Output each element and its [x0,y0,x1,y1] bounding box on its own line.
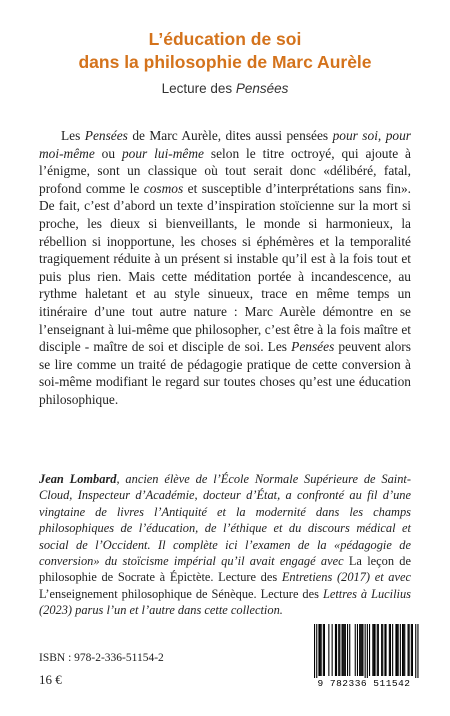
barcode-bar [339,624,340,676]
barcode-bar [362,624,363,676]
subtitle-italic: Pensées [235,81,289,96]
body-text-run: selon le titre octroyé, qui ajoute à l’énigme, sont un classique où tout serait donc «délibéré, fatal, profond comme le [39,145,412,196]
barcode-bar [345,624,346,676]
bio-text-run: Entretiens (2017) et avec [281,570,411,585]
barcode-bar [318,624,319,676]
summary-paragraph [39,127,411,409]
barcode-digits: 9 782336 511542 [308,678,420,689]
book-title-line-1: L’éducation de soi [148,29,302,49]
barcode-bar [395,624,396,676]
barcode-bar [372,624,373,676]
barcode-bar [412,624,413,676]
body-text-run: de Marc Aurèle, dites aussi pensées [127,128,333,143]
barcode-bar [347,624,348,676]
body-text-run: peuvent alors se lire comme un traité de pédagogie pratique de cette conversion à soi-même modifiant le regard sur toutes choses qu’est une éducation philosophique. [39,339,411,407]
barcode-bar [323,624,324,676]
barcode-bar [320,624,321,676]
barcode-bar [384,624,385,676]
barcode-bar [349,624,350,676]
barcode-bar [321,624,322,676]
barcode-bar [332,624,333,676]
book-title-line-2: dans la philosophie de Marc Aurèle [78,52,372,72]
barcode-bar [409,624,410,676]
barcode-bar [389,624,390,676]
barcode-bar [392,624,393,676]
barcode-bar [335,624,336,676]
barcode-bar [314,624,315,680]
barcode-bar [386,624,387,676]
barcode-bar [381,624,382,676]
barcode-bar [397,624,398,676]
back-cover-summary [39,127,411,409]
body-text-run: Pensées [291,339,335,355]
barcode-bars [308,624,420,680]
barcode-bar [365,624,366,680]
barcode-bar [398,624,399,676]
barcode-bar [367,624,368,680]
barcode-bar [400,624,401,676]
body-text-run: ou [94,145,122,161]
body-text-run: Pensées [84,128,128,143]
barcode-bar [316,624,317,680]
barcode-bar [369,624,370,676]
barcode-bar [382,624,383,676]
barcode-bar [378,624,379,676]
author-biography [39,471,411,619]
barcode-bar [390,624,391,676]
bio-text-run: L’enseignement philosophique de Sénèque. Lecture des [39,586,323,601]
book-subtitle [0,81,450,96]
barcode [308,624,420,692]
barcode-bar [404,624,405,676]
barcode-bar [357,624,358,676]
body-text-run: et susceptible d’interprétations sans fin». De fait, c’est d’abord un texte d’inspiration stoïcienne sur la mort si proche, les dieux si bienveillants, le monde si harmonieux, la rébellion si inopportune, les choses si éphémères et la temporalité tragiquement réduite à un présent si instable qu’il est à la fois tout et puis plus rien. Mais cette méditation portée à incandescence, au rythme haletant et au style sinueux, trace en même temps un itinéraire d’une tout autre nature : Marc Aurèle démontre en se l’enseignant à lui-même que philosopher, c’est être à la fois maître et disciple - maître de soi et disciple de soi. Les [39,180,411,355]
bio-text-run: Jean Lombard [39,472,117,486]
barcode-bar [328,624,329,676]
body-text-run: Les [61,128,85,143]
biography-paragraph [39,471,411,619]
barcode-bar [411,624,412,676]
barcode-bar [373,624,374,676]
barcode-bar [377,624,378,676]
barcode-bar [403,624,404,676]
body-text-run: cosmos [143,180,184,196]
subtitle-prefix: Lecture des [161,81,236,96]
bio-text-run: Lettres à Lucilius (2023) parus l’un et l’autre dans cette collection. [39,586,411,618]
bio-text-run: , ancien élève de l’École Normale Supérieure de Saint-Cloud, Inspecteur d’Académie, docteur d’État, a confronté au fil d’une vingtaine de livres l’Antiquité et la modernité dans les champs philosophiques de l’éducation, de l’éthique et du discours médical et social de l’Occident. Il complète ici l’examen de la «pédagogie de conversion» du stoïcisme impérial qu’il avait engagé avec [39,472,411,569]
barcode-bar [359,624,360,676]
price-label: 16 € [39,672,62,687]
body-text-run: pour lui-même [121,145,204,161]
barcode-bar [375,624,376,676]
barcode-bar [344,624,345,676]
barcode-bar [355,624,356,676]
barcode-bar [402,624,403,676]
barcode-bar [342,624,343,676]
barcode-bar [336,624,337,676]
barcode-bar [417,624,418,680]
barcode-bar [415,624,416,680]
barcode-bar [361,624,362,676]
barcode-bar [338,624,339,676]
isbn-label: ISBN : 978-2-336-51154-2 [39,652,164,664]
barcode-bar [343,624,344,676]
barcode-bar [360,624,361,676]
barcode-bar [408,624,409,676]
barcode-bar [324,624,325,676]
bio-text-run: La leçon de philosophie de Socrate à Épictète. Lecture des [39,554,411,585]
body-text-run: pour soi, pour moi-même [39,128,411,161]
